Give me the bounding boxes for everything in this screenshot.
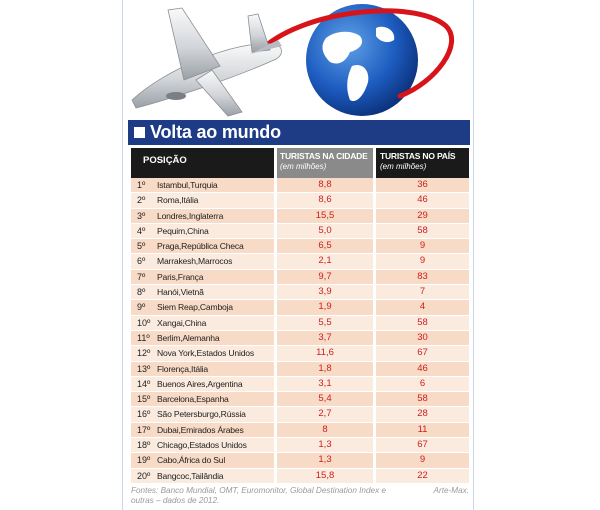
- header-city-label: TURISTAS NA CIDADE: [280, 151, 368, 161]
- city-country-label: Marrakesh,Marrocos: [157, 256, 233, 267]
- city-tourists-value: 6,5: [277, 239, 373, 253]
- city-country-label: Chicago,Estados Unidos: [157, 440, 247, 451]
- country-tourists-value: 29: [376, 209, 469, 223]
- rank-label: 15º: [137, 394, 151, 405]
- city-tourists-value: 8,8: [277, 178, 373, 192]
- country-tourists-value: 28: [376, 407, 469, 421]
- city-country-label: Istambul,Turquia: [157, 180, 218, 190]
- table-row: [131, 346, 469, 361]
- footer-credit: Arte-Max.: [433, 486, 469, 495]
- city-tourists-value: 9,7: [277, 270, 373, 284]
- city-tourists-value: 15,5: [277, 209, 373, 223]
- city-country-label: Xangai,China: [157, 317, 207, 328]
- table-row: [131, 453, 469, 468]
- table-row: [131, 469, 469, 484]
- country-tourists-value: 58: [376, 224, 469, 238]
- cell-position: [131, 423, 274, 437]
- country-tourists-value: 58: [376, 392, 469, 406]
- city-country-label: Berlim,Alemanha: [157, 332, 220, 343]
- rank-label: 10º: [137, 317, 151, 328]
- cell-position: [131, 254, 274, 268]
- table-row: [131, 438, 469, 453]
- city-tourists-value: 3,9: [277, 285, 373, 299]
- header-country: [376, 148, 469, 178]
- rank-label: 17º: [137, 424, 151, 435]
- header-country-unit: (em milhões): [380, 162, 427, 171]
- city-country-label: Pequim,China: [157, 225, 209, 236]
- city-tourists-value: 1,9: [277, 300, 373, 314]
- cell-position: [131, 469, 274, 483]
- city-tourists-value: 2,1: [277, 254, 373, 268]
- rank-label: 9º: [137, 302, 146, 313]
- table-row: [131, 193, 469, 208]
- rank-label: 14º: [137, 378, 151, 389]
- table-row: [131, 423, 469, 438]
- city-tourists-value: 5,0: [277, 224, 373, 238]
- table-row: [131, 209, 469, 224]
- city-tourists-value: 8: [277, 423, 373, 437]
- city-country-label: Londres,Inglaterra: [157, 210, 224, 221]
- rank-label: 1º: [137, 180, 146, 190]
- cell-position: [131, 178, 274, 192]
- city-tourists-value: 15,8: [277, 469, 373, 483]
- country-tourists-value: 36: [376, 178, 469, 192]
- city-country-label: Florença,Itália: [157, 363, 208, 374]
- country-tourists-value: 7: [376, 285, 469, 299]
- header-position: POSIÇÃO: [131, 148, 274, 178]
- city-country-label: Roma,Itália: [157, 195, 199, 206]
- airplane-globe-illustration: [124, 0, 472, 118]
- cell-position: [131, 453, 274, 467]
- country-tourists-value: 11: [376, 423, 469, 437]
- ranking-table: [131, 148, 469, 484]
- city-tourists-value: 8,6: [277, 193, 373, 207]
- rank-label: 16º: [137, 409, 151, 420]
- cell-position: [131, 377, 274, 391]
- table-row: [131, 224, 469, 239]
- city-tourists-value: 5,4: [277, 392, 373, 406]
- airplane-icon: [132, 8, 282, 116]
- cell-position: [131, 285, 274, 299]
- country-tourists-value: 4: [376, 300, 469, 314]
- table-row: [131, 254, 469, 269]
- table-row: [131, 270, 469, 285]
- country-tourists-value: 67: [376, 346, 469, 360]
- city-tourists-value: 3,7: [277, 331, 373, 345]
- country-tourists-value: 9: [376, 239, 469, 253]
- table-row: [131, 377, 469, 392]
- cell-position: [131, 224, 274, 238]
- country-tourists-value: 30: [376, 331, 469, 345]
- cell-position: [131, 193, 274, 207]
- table-header: [131, 148, 469, 178]
- rank-label: 4º: [137, 225, 146, 236]
- city-tourists-value: 2,7: [277, 407, 373, 421]
- rank-label: 20º: [137, 470, 151, 481]
- country-tourists-value: 58: [376, 316, 469, 330]
- page-title: Volta ao mundo: [150, 122, 281, 142]
- country-tourists-value: 9: [376, 254, 469, 268]
- city-tourists-value: 3,1: [277, 377, 373, 391]
- cell-position: [131, 407, 274, 421]
- rank-label: 6º: [137, 256, 146, 267]
- country-tourists-value: 22: [376, 469, 469, 483]
- table-row: [131, 362, 469, 377]
- cell-position: [131, 270, 274, 284]
- city-tourists-value: 1,8: [277, 362, 373, 376]
- city-country-label: Hanói,Vietnã: [157, 287, 204, 298]
- rank-label: 19º: [137, 455, 151, 466]
- rank-label: 12º: [137, 348, 151, 359]
- table-row: [131, 316, 469, 331]
- city-country-label: Siem Reap,Camboja: [157, 302, 233, 313]
- title-square-icon: [134, 127, 145, 138]
- city-country-label: Bangcoc,Tailândia: [157, 470, 224, 481]
- city-country-label: Nova York,Estados Unidos: [157, 348, 254, 359]
- rank-label: 18º: [137, 440, 151, 451]
- header-city: [277, 148, 373, 178]
- header-city-unit: (em milhões): [280, 162, 327, 171]
- cell-position: [131, 316, 274, 330]
- title-bar: [128, 120, 470, 145]
- rank-label: 8º: [137, 287, 146, 298]
- country-tourists-value: 46: [376, 362, 469, 376]
- city-country-label: Buenos Aires,Argentina: [157, 378, 243, 389]
- city-tourists-value: 1,3: [277, 453, 373, 467]
- cell-position: [131, 239, 274, 253]
- table-row: [131, 285, 469, 300]
- country-tourists-value: 83: [376, 270, 469, 284]
- country-tourists-value: 6: [376, 377, 469, 391]
- cell-position: [131, 346, 274, 360]
- cell-position: [131, 300, 274, 314]
- cell-position: [131, 438, 274, 452]
- rank-label: 7º: [137, 271, 146, 282]
- cell-position: [131, 392, 274, 406]
- city-country-label: São Petersburgo,Rússia: [157, 409, 246, 420]
- rank-label: 5º: [137, 241, 146, 252]
- city-country-label: Barcelona,Espanha: [157, 394, 229, 405]
- table-row: [131, 392, 469, 407]
- country-tourists-value: 9: [376, 453, 469, 467]
- country-tourists-value: 46: [376, 193, 469, 207]
- city-country-label: Paris,França: [157, 271, 204, 282]
- table-row: [131, 239, 469, 254]
- table-row: [131, 331, 469, 346]
- country-tourists-value: 67: [376, 438, 469, 452]
- cell-position: [131, 362, 274, 376]
- city-tourists-value: 11,6: [277, 346, 373, 360]
- table-row: [131, 407, 469, 422]
- table-row: [131, 300, 469, 315]
- cell-position: [131, 331, 274, 345]
- cell-position: [131, 209, 274, 223]
- header-country-label: TURISTAS NO PAÍS: [380, 151, 456, 161]
- city-tourists-value: 5,5: [277, 316, 373, 330]
- city-country-label: Dubai,Emirados Árabes: [157, 424, 244, 435]
- rank-label: 11º: [137, 332, 150, 343]
- city-tourists-value: 1,3: [277, 438, 373, 452]
- city-country-label: Praga,República Checa: [157, 241, 244, 252]
- footer-sources: Fontes: Banco Mundial, OMT, Euromonitor, Global Destination Index e outras – dados de 2012.: [131, 486, 387, 505]
- rank-label: 2º: [137, 195, 146, 206]
- rank-label: 3º: [137, 210, 146, 221]
- rank-label: 13º: [137, 363, 151, 374]
- table-body: [131, 178, 469, 484]
- footer: [131, 486, 469, 506]
- table-row: [131, 178, 469, 193]
- city-country-label: Cabo,África do Sul: [157, 455, 226, 466]
